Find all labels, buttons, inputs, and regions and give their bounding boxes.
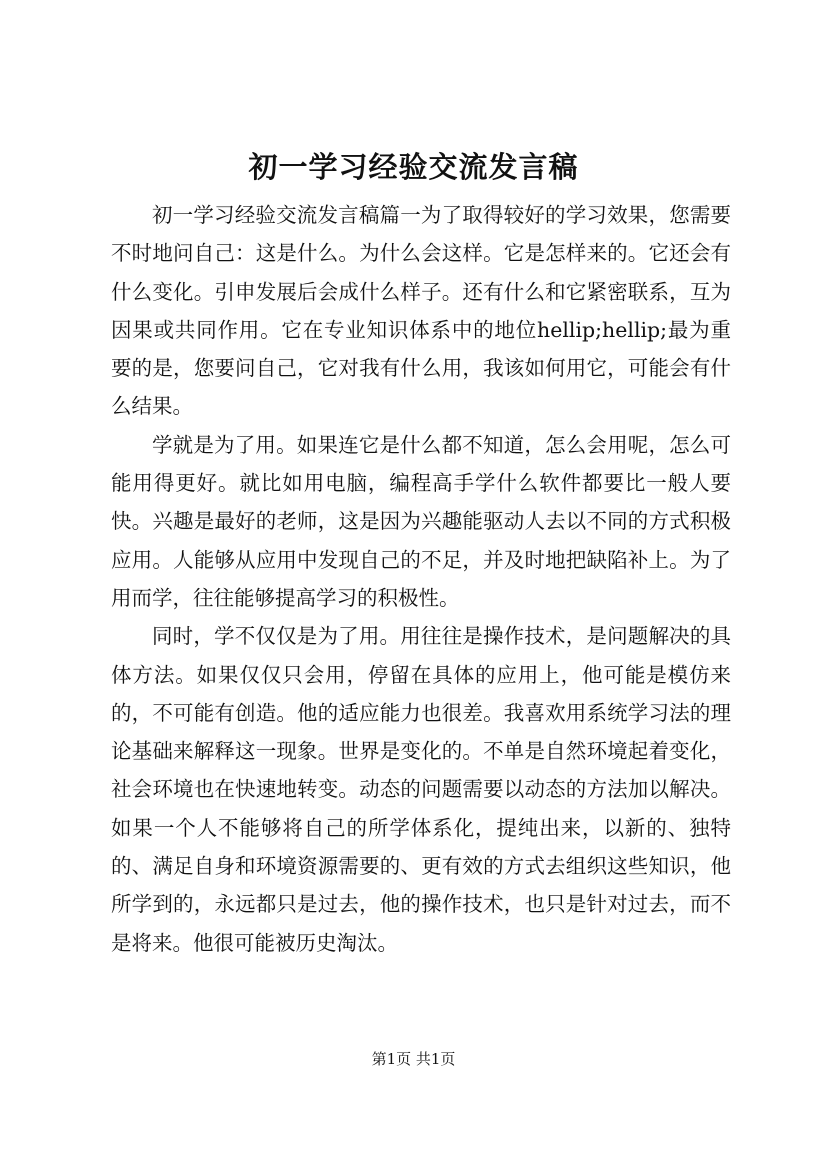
document-title: 初一学习经验交流发言稿 [248, 150, 579, 184]
paragraph-1: 初一学习经验交流发言稿篇一为了取得较好的学习效果，您需要不时地问自己：这是什么。为什么会这样。它是怎样来的。它还会有什么变化。引申发展后会成什么样子。还有什么和它紧密联系，互为因果或共同作用。它在专业知识体系中的地位hellip;hellip;最为重要的是，您要问自己，它对我有什么用，我该如何用它，可能会有什么结果。 [111, 203, 731, 419]
paragraph-3: 同时，学不仅仅是为了用。用往往是操作技术，是问题解决的具体方法。如果仅仅只会用，停留在具体的应用上，他可能是模仿来的，不可能有创造。他的适应能力也很差。我喜欢用系统学习法的理论基础来解释这一现象。世界是变化的。不单是自然环境起着变化，社会环境也在快速地转变。动态的问题需要以动态的方法加以解决。如果一个人不能够将自己的所学体系化，提纯出来，以新的、独特的、满足自身和环境资源需要的、更有效的方式去组织这些知识，他所学到的，永远都只是过去，他的操作技术，也只是针对过去，而不是将来。他很可能被历史淘汰。 [111, 624, 731, 955]
paragraph-2: 学就是为了用。如果连它是什么都不知道，怎么会用呢，怎么可能用得更好。就比如用电脑，编程高手学什么软件都要比一般人要快。兴趣是最好的老师，这是因为兴趣能驱动人去以不同的方式积极应用。人能够从应用中发现自己的不足，并及时地把缺陷补上。为了用而学，往往能够提高学习的积极性。 [111, 432, 731, 610]
document-body [111, 196, 731, 962]
page-number-footer: 第1页 共1页 [371, 1050, 456, 1068]
